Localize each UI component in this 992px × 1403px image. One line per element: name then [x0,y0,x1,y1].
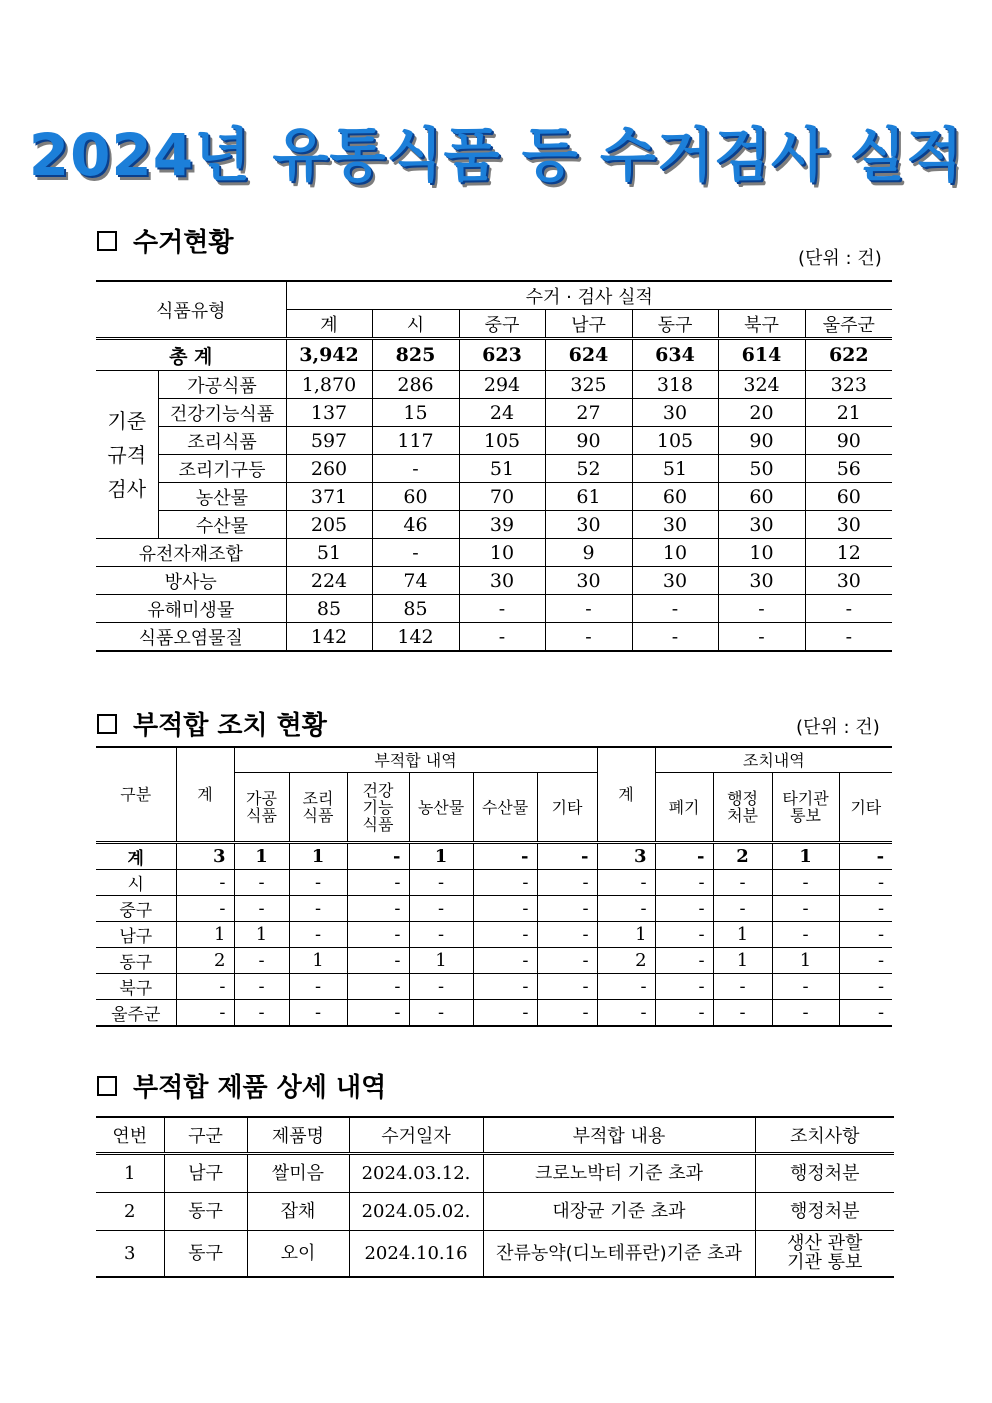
row-label: 중구 [96,896,176,922]
row-label: 북구 [96,974,176,1000]
cell-value: 1 [176,922,234,948]
cell-value: 2 [597,948,655,974]
cell-value: 크로노박터 기준 초과 [483,1154,755,1193]
cell-value: 오이 [247,1231,349,1277]
cell-value: - [347,974,409,1000]
cell-value: 동구 [164,1231,247,1277]
cell-value: 60 [372,483,459,511]
cell-value: 잔류농약(디노테퓨란)기준 초과 [483,1231,755,1277]
cell-value: 1 [713,922,772,948]
cell-value: - [718,623,805,652]
cell-value: 동구 [164,1193,247,1231]
cell-value: - [839,843,892,870]
cell-value: 1 [96,1154,164,1193]
total-value: 622 [805,339,892,371]
cell-value: 행정처분 [755,1193,894,1231]
cell-value: 2024.03.12. [349,1154,483,1193]
cell-value: - [176,896,234,922]
table-row [96,483,892,511]
header-gubun: 구분 [96,747,176,843]
table-row [96,974,892,1000]
nonconformity-table [96,746,892,1027]
cell-value: 30 [545,567,632,595]
cell-value: - [772,870,839,896]
cell-value: 10 [632,539,718,567]
row-label: 유해미생물 [96,595,286,623]
table-row [96,1000,892,1027]
cell-value: 행정처분 [755,1154,894,1193]
cell-value: 1 [289,843,347,870]
table-row [96,1231,894,1277]
cell-value: - [537,843,597,870]
cell-value: - [805,623,892,652]
table-row [96,1193,894,1231]
row-label: 식품오염물질 [96,623,286,652]
cell-value: 142 [286,623,372,652]
total-label: 총 계 [96,339,286,371]
cell-value: 1 [234,843,289,870]
table-row [96,595,892,623]
section-heading-nonconformity [97,705,327,742]
cell-value: - [655,870,713,896]
cell-value: 60 [718,483,805,511]
total-value: 614 [718,339,805,371]
cell-value: 15 [372,399,459,427]
cell-value: 294 [459,371,545,399]
row-label: 가공식품 [158,371,286,399]
cell-value: 30 [632,567,718,595]
sub-header-col: 조리 식품 [289,773,347,843]
cell-value: - [839,922,892,948]
cell-value: 1 [234,922,289,948]
cell-value: 90 [718,427,805,455]
cell-value: - [234,870,289,896]
cell-value: - [713,1000,772,1027]
cell-value: - [473,922,537,948]
header-group: 수거 · 검사 실적 [286,281,892,310]
cell-value: - [459,623,545,652]
table-row [96,539,892,567]
cell-value: 10 [718,539,805,567]
cell-value: 260 [286,455,372,483]
cell-value: - [718,595,805,623]
cell-value: 51 [632,455,718,483]
table-row [96,399,892,427]
row-label: 남구 [96,922,176,948]
collection-table [96,280,892,652]
cell-value: 74 [372,567,459,595]
cell-value: - [234,1000,289,1027]
cell-value: 60 [805,483,892,511]
section-heading-collection [97,222,233,259]
cell-value: - [289,870,347,896]
sub-header-col: 행정 처분 [713,773,772,843]
cell-value: - [347,948,409,974]
cell-value: 24 [459,399,545,427]
sub-header-col: 타기관 통보 [772,773,839,843]
cell-value: - [347,843,409,870]
cell-value: - [372,455,459,483]
cell-value: - [713,974,772,1000]
cell-value: 대장균 기준 초과 [483,1193,755,1231]
cell-value: 50 [718,455,805,483]
cell-value: - [597,1000,655,1027]
cell-value: - [655,896,713,922]
table-row [96,427,892,455]
cell-value: - [839,1000,892,1027]
cell-value: 142 [372,623,459,652]
cell-value: 2024.05.02. [349,1193,483,1231]
cell-value: 224 [286,567,372,595]
cell-value: 1 [772,948,839,974]
header-col: 남구 [545,310,632,339]
cell-value: 60 [632,483,718,511]
table-row [96,896,892,922]
total-value: 634 [632,339,718,371]
cell-value: 105 [632,427,718,455]
cell-value: 52 [545,455,632,483]
row-label: 농산물 [158,483,286,511]
cell-value: 85 [372,595,459,623]
cell-value: - [772,974,839,1000]
cell-value: - [289,896,347,922]
table-row [96,623,892,652]
cell-value: 51 [286,539,372,567]
cell-value: 3 [96,1231,164,1277]
cell-value: - [347,870,409,896]
cell-value: 1 [289,948,347,974]
sub-header-col: 수산물 [473,773,537,843]
cell-value: - [537,974,597,1000]
cell-value: 324 [718,371,805,399]
cell-value: - [234,896,289,922]
cell-value: - [473,1000,537,1027]
cell-value: - [655,843,713,870]
row-label: 방사능 [96,567,286,595]
section-heading-text: 부적합 제품 상세 내역 [133,1073,387,1103]
cell-value: - [537,948,597,974]
header-col: 울주군 [805,310,892,339]
cell-value: 1 [772,843,839,870]
header-col: 중구 [459,310,545,339]
cell-value: 잡채 [247,1193,349,1231]
cell-value: 3 [176,843,234,870]
cell-value: - [713,896,772,922]
section-heading-text: 부적합 조치 현황 [133,711,327,741]
cell-value: 1 [597,922,655,948]
cell-value: - [537,922,597,948]
cell-value: - [409,922,473,948]
cell-value: - [839,974,892,1000]
cell-value: - [459,595,545,623]
table-row [96,922,892,948]
cell-value: - [805,595,892,623]
cell-value: 30 [459,567,545,595]
cell-value: - [655,948,713,974]
cell-value: 318 [632,371,718,399]
cell-value: 1 [713,948,772,974]
cell-value: 12 [805,539,892,567]
cell-value: - [473,843,537,870]
cell-value: 85 [286,595,372,623]
cell-value: 205 [286,511,372,539]
cell-value: 2 [176,948,234,974]
cell-value: 30 [805,567,892,595]
total-value: 825 [372,339,459,371]
cell-value: 27 [545,399,632,427]
cell-value: - [655,922,713,948]
cell-value: - [347,896,409,922]
cell-value: - [289,922,347,948]
cell-value: - [289,1000,347,1027]
cell-value: - [632,623,718,652]
table-row [96,455,892,483]
cell-value: 39 [459,511,545,539]
cell-value: 30 [718,511,805,539]
cell-value: 323 [805,371,892,399]
table-row [96,948,892,974]
header-col: 계 [286,310,372,339]
document-title: 2024년 유통식품 등 수거검사 실적 [28,121,964,189]
table-row [96,511,892,539]
cell-value: 51 [459,455,545,483]
cell-value: 30 [632,399,718,427]
cell-value: - [839,870,892,896]
cell-value: 46 [372,511,459,539]
row-label: 계 [96,843,176,870]
table-row [96,843,892,870]
cell-value: 90 [545,427,632,455]
cell-value: - [537,870,597,896]
sub-header-col: 가공 식품 [234,773,289,843]
cell-value: 2 [713,843,772,870]
cell-value: 21 [805,399,892,427]
row-label: 동구 [96,948,176,974]
cell-value: - [289,974,347,1000]
sub-header-col: 건강 기능 식품 [347,773,409,843]
total-value: 624 [545,339,632,371]
header-col: 동구 [632,310,718,339]
cell-value: - [409,870,473,896]
cell-value: 70 [459,483,545,511]
row-label: 울주군 [96,1000,176,1027]
cell-value: 1 [409,948,473,974]
total-value: 3,942 [286,339,372,371]
cell-value: - [772,922,839,948]
sub-header-col: 기타 [537,773,597,843]
cell-value: 117 [372,427,459,455]
cell-value: 325 [545,371,632,399]
cell-value: - [473,948,537,974]
unit-label: (단위 : 건) [798,248,882,269]
cell-value: 2 [96,1193,164,1231]
header-col: 조치사항 [755,1117,894,1154]
cell-value: - [632,595,718,623]
header-col: 북구 [718,310,805,339]
header-col: 제품명 [247,1117,349,1154]
cell-value: 남구 [164,1154,247,1193]
cell-value: - [655,1000,713,1027]
detail-table [96,1116,894,1278]
cell-value: - [597,896,655,922]
header-col: 부적합 내용 [483,1117,755,1154]
row-label: 시 [96,870,176,896]
cell-value: - [655,974,713,1000]
cell-value: 1 [409,843,473,870]
cell-value: 105 [459,427,545,455]
row-label: 유전자재조합 [96,539,286,567]
cell-value: - [839,896,892,922]
cell-value: - [545,623,632,652]
row-label: 조리식품 [158,427,286,455]
header-col: 연번 [96,1117,164,1154]
cell-value: 3 [597,843,655,870]
cell-value: 61 [545,483,632,511]
table-row [96,567,892,595]
cell-value: - [409,974,473,1000]
cell-value: - [597,870,655,896]
cell-value: 597 [286,427,372,455]
row-label: 수산물 [158,511,286,539]
cell-value: 56 [805,455,892,483]
cell-value: - [176,1000,234,1027]
cell-value: 1,870 [286,371,372,399]
cell-value: - [347,1000,409,1027]
cell-value: 137 [286,399,372,427]
cell-value: - [409,1000,473,1027]
std-group-label: 기준 규격 검사 [96,371,158,539]
cell-value: - [409,896,473,922]
cell-value: - [597,974,655,1000]
cell-value: - [234,948,289,974]
table-row [96,1154,894,1193]
sub-header-col: 폐기 [655,773,713,843]
cell-value: 생산 관할 기관 통보 [755,1231,894,1277]
header-food-type: 식품유형 [96,281,286,339]
section-heading-text: 수거현황 [133,228,234,258]
cell-value: - [176,974,234,1000]
row-label: 조리기구등 [158,455,286,483]
cell-value: - [347,922,409,948]
unit-label: (단위 : 건) [796,717,880,738]
cell-value: 2024.10.16 [349,1231,483,1277]
cell-value: - [473,974,537,1000]
table-row [96,870,892,896]
cell-value: - [176,870,234,896]
cell-value: - [473,870,537,896]
section-heading-detail [97,1067,386,1104]
sub-header-col: 농산물 [409,773,473,843]
header-total2: 계 [597,747,655,843]
cell-value: - [713,870,772,896]
cell-value: 286 [372,371,459,399]
header-col: 구군 [164,1117,247,1154]
square-bullet-icon [97,1076,117,1096]
row-label: 건강기능식품 [158,399,286,427]
cell-value: 30 [545,511,632,539]
cell-value: 90 [805,427,892,455]
square-bullet-icon [97,714,117,734]
cell-value: 쌀미음 [247,1154,349,1193]
cell-value: - [537,1000,597,1027]
cell-value: 20 [718,399,805,427]
header-total: 계 [176,747,234,843]
header-col: 수거일자 [349,1117,483,1154]
cell-value: 30 [805,511,892,539]
cell-value: 371 [286,483,372,511]
sub-header-col: 기타 [839,773,892,843]
table-row [96,371,892,399]
total-value: 623 [459,339,545,371]
cell-value: - [473,896,537,922]
cell-value: - [372,539,459,567]
cell-value: 30 [718,567,805,595]
cell-value: 30 [632,511,718,539]
cell-value: - [537,896,597,922]
cell-value: 10 [459,539,545,567]
cell-value: - [234,974,289,1000]
cell-value: - [839,948,892,974]
cell-value: - [772,896,839,922]
header-group2: 조치내역 [655,747,892,773]
cell-value: - [545,595,632,623]
square-bullet-icon [97,231,117,251]
header-col: 시 [372,310,459,339]
header-group1: 부적합 내역 [234,747,597,773]
cell-value: 9 [545,539,632,567]
cell-value: - [772,1000,839,1027]
